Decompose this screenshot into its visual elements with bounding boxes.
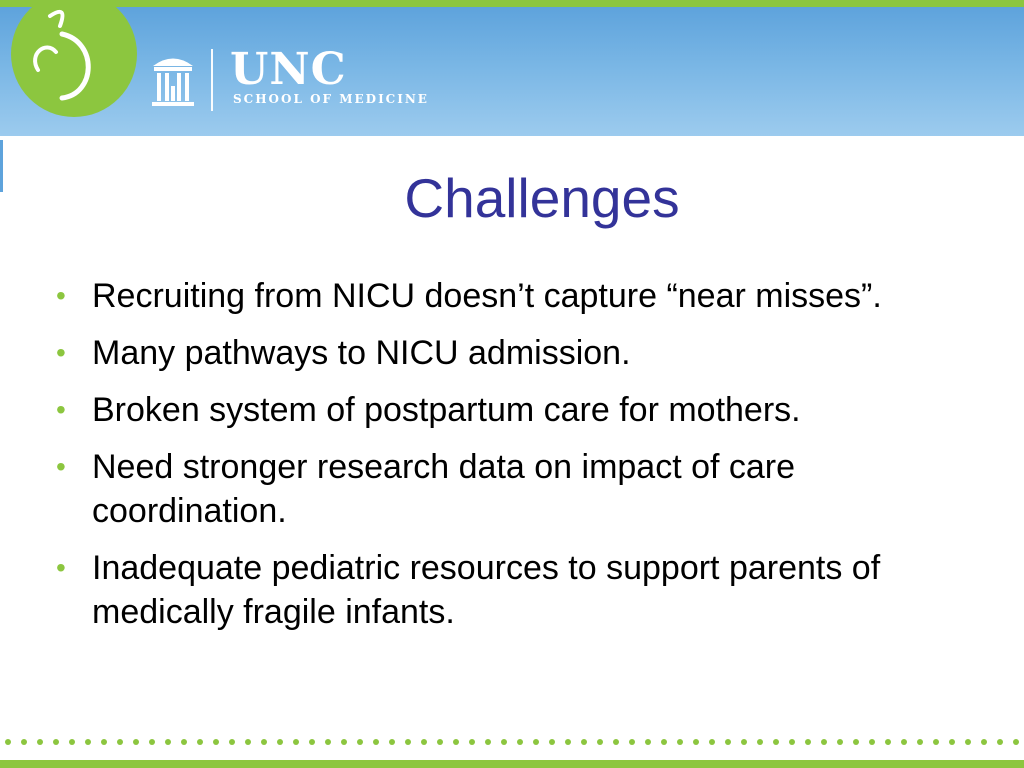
- divider-dot: [197, 739, 203, 745]
- divider-dot: [357, 739, 363, 745]
- divider-dot: [917, 739, 923, 745]
- divider-dot: [453, 739, 459, 745]
- divider-dot: [53, 739, 59, 745]
- circle-swirl-logo-icon: [10, 0, 138, 118]
- bullet-dot-icon: •: [56, 552, 66, 583]
- divider-dot: [741, 739, 747, 745]
- bullet-item: [56, 274, 956, 318]
- divider-dot: [213, 739, 219, 745]
- old-well-icon: [150, 50, 196, 110]
- divider-dot: [853, 739, 859, 745]
- bullet-dot-icon: •: [56, 337, 66, 368]
- divider-dot: [549, 739, 555, 745]
- divider-dot: [421, 739, 427, 745]
- divider-dot: [389, 739, 395, 745]
- divider-dot: [293, 739, 299, 745]
- divider-dot: [325, 739, 331, 745]
- unc-wordmark: UNC: [230, 44, 347, 95]
- bullet-item: [56, 445, 956, 533]
- divider-dot: [581, 739, 587, 745]
- divider-dot: [869, 739, 875, 745]
- divider-dot: [629, 739, 635, 745]
- divider-dot: [85, 739, 91, 745]
- logo-divider: [211, 49, 213, 111]
- bullet-text: Need stronger research data on impact of care coordination.: [92, 448, 796, 530]
- bullet-text: Recruiting from NICU doesn’t capture “near misses”.: [92, 277, 882, 315]
- divider-dot: [981, 739, 987, 745]
- divider-dot: [245, 739, 251, 745]
- bottom-green-rule: [0, 760, 1024, 768]
- bullet-dot-icon: •: [56, 451, 66, 482]
- divider-dot: [69, 739, 75, 745]
- divider-dot: [261, 739, 267, 745]
- divider-dot: [613, 739, 619, 745]
- divider-dot: [181, 739, 187, 745]
- divider-dot: [133, 739, 139, 745]
- divider-dot: [277, 739, 283, 745]
- slide-title: Challenges: [404, 167, 680, 229]
- divider-dot: [837, 739, 843, 745]
- divider-dot: [901, 739, 907, 745]
- bullet-dot-icon: •: [56, 280, 66, 311]
- divider-dot: [885, 739, 891, 745]
- divider-dot: [501, 739, 507, 745]
- divider-dot: [165, 739, 171, 745]
- divider-dot: [405, 739, 411, 745]
- divider-dot: [933, 739, 939, 745]
- divider-dot: [805, 739, 811, 745]
- divider-dot: [21, 739, 27, 745]
- bullet-text: Broken system of postpartum care for mothers.: [92, 391, 801, 429]
- divider-dot: [661, 739, 667, 745]
- divider-dot: [821, 739, 827, 745]
- divider-dot: [789, 739, 795, 745]
- bullet-item: [56, 546, 956, 634]
- divider-dot: [965, 739, 971, 745]
- bullet-text: Many pathways to NICU admission.: [92, 334, 631, 372]
- divider-dot: [37, 739, 43, 745]
- divider-dot: [997, 739, 1003, 745]
- divider-dot: [117, 739, 123, 745]
- divider-dot: [469, 739, 475, 745]
- divider-dot: [341, 739, 347, 745]
- divider-dot: [773, 739, 779, 745]
- divider-dot: [1013, 739, 1019, 745]
- bullet-text: Inadequate pediatric resources to support parents of medically fragile infants.: [92, 549, 881, 631]
- bullet-item: [56, 388, 956, 432]
- divider-dot: [533, 739, 539, 745]
- bullet-item: [56, 331, 956, 375]
- divider-dot: [725, 739, 731, 745]
- divider-dot: [517, 739, 523, 745]
- divider-dot: [565, 739, 571, 745]
- divider-dot: [373, 739, 379, 745]
- divider-dot: [757, 739, 763, 745]
- divider-dot: [229, 739, 235, 745]
- green-dot-row: [0, 738, 1024, 746]
- bullet-list: [56, 274, 956, 647]
- divider-dot: [437, 739, 443, 745]
- bullet-dot-icon: •: [56, 394, 66, 425]
- top-green-rule: [0, 0, 1024, 7]
- divider-dot: [949, 739, 955, 745]
- divider-dot: [5, 739, 11, 745]
- school-of-medicine-label: SCHOOL OF MEDICINE: [233, 92, 429, 106]
- divider-dot: [485, 739, 491, 745]
- divider-dot: [709, 739, 715, 745]
- divider-dot: [149, 739, 155, 745]
- divider-dot: [101, 739, 107, 745]
- divider-dot: [645, 739, 651, 745]
- divider-dot: [597, 739, 603, 745]
- divider-dot: [677, 739, 683, 745]
- divider-dot: [693, 739, 699, 745]
- divider-dot: [309, 739, 315, 745]
